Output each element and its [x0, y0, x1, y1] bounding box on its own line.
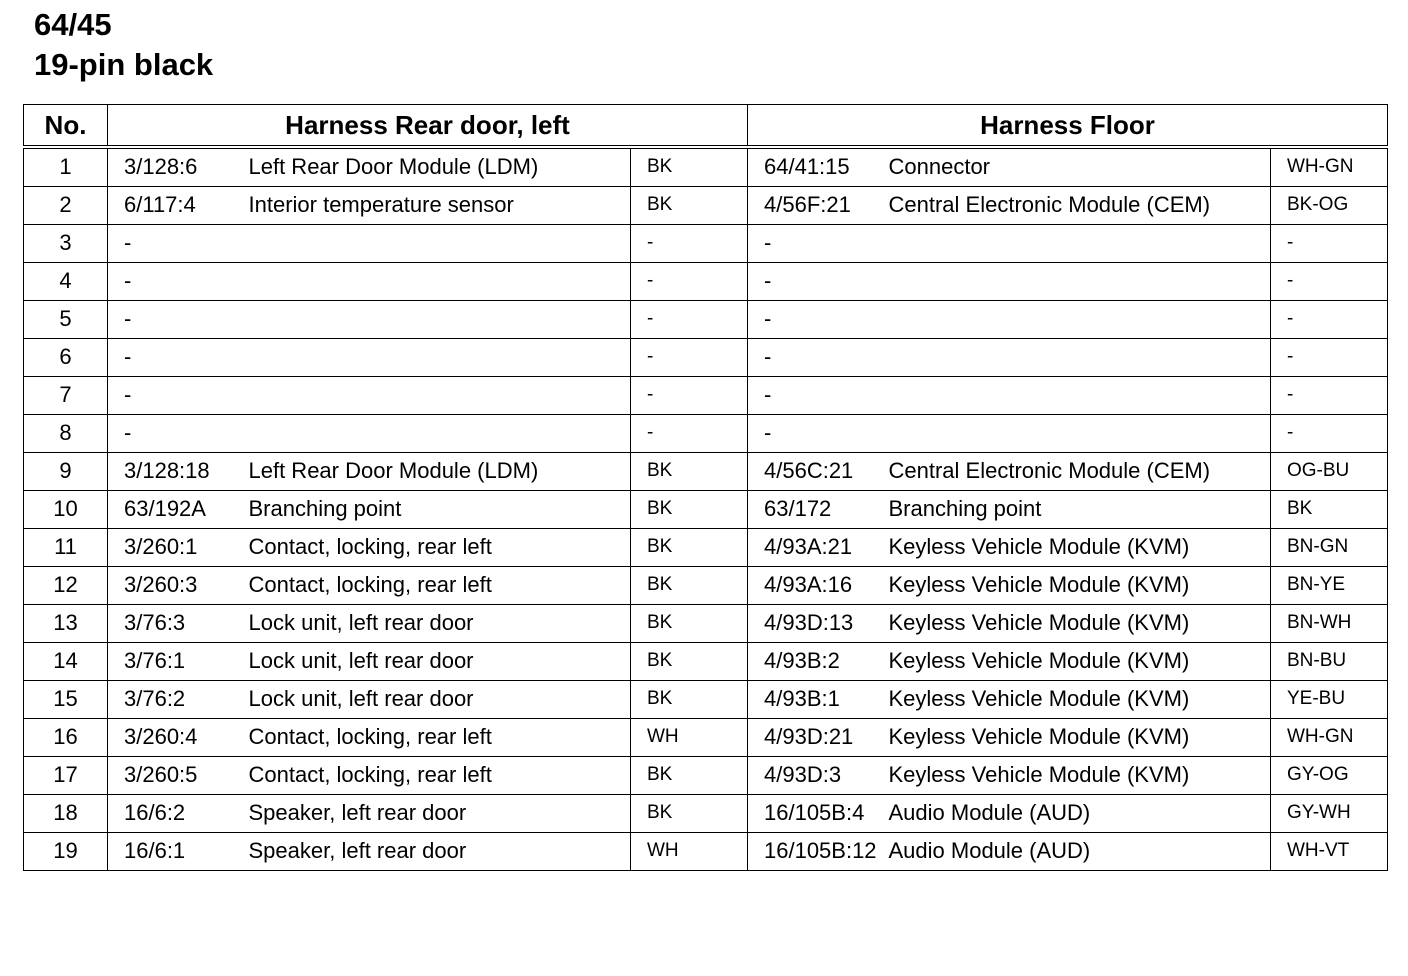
left-connector-code: 3/260:5 [108, 757, 249, 795]
left-component: Left Rear Door Module (LDM) [249, 453, 631, 491]
table-row [24, 795, 1388, 833]
right-connector-code: - [748, 415, 889, 453]
right-component: Keyless Vehicle Module (KVM) [889, 605, 1271, 643]
right-component: Keyless Vehicle Module (KVM) [889, 529, 1271, 567]
left-component [249, 263, 631, 301]
table-row [24, 187, 1388, 225]
right-wire-color: WH-GN [1271, 147, 1388, 187]
table-row [24, 567, 1388, 605]
pin-number: 13 [24, 605, 108, 643]
left-component: Interior temperature sensor [249, 187, 631, 225]
table-row [24, 643, 1388, 681]
right-component [889, 301, 1271, 339]
right-component [889, 225, 1271, 263]
pin-number: 5 [24, 301, 108, 339]
left-wire-color: BK [631, 643, 748, 681]
left-component [249, 225, 631, 263]
left-connector-code: - [108, 301, 249, 339]
right-wire-color: - [1271, 339, 1388, 377]
table-row [24, 415, 1388, 453]
pin-number: 11 [24, 529, 108, 567]
pin-number: 10 [24, 491, 108, 529]
table-row [24, 453, 1388, 491]
right-connector-code: 16/105B:12 [748, 833, 889, 871]
left-wire-color: BK [631, 795, 748, 833]
table-row [24, 529, 1388, 567]
left-connector-code: 3/128:18 [108, 453, 249, 491]
left-connector-code: 3/260:1 [108, 529, 249, 567]
left-connector-code: 3/128:6 [108, 147, 249, 187]
left-wire-color: - [631, 377, 748, 415]
table-row [24, 491, 1388, 529]
right-connector-code: 63/172 [748, 491, 889, 529]
right-component: Central Electronic Module (CEM) [889, 453, 1271, 491]
left-connector-code: - [108, 225, 249, 263]
left-component: Lock unit, left rear door [249, 681, 631, 719]
pin-number: 14 [24, 643, 108, 681]
right-connector-code: 4/56F:21 [748, 187, 889, 225]
right-wire-color: BN-WH [1271, 605, 1388, 643]
left-connector-code: - [108, 377, 249, 415]
right-connector-code: 64/41:15 [748, 147, 889, 187]
left-connector-code: 3/260:4 [108, 719, 249, 757]
left-wire-color: BK [631, 491, 748, 529]
left-component [249, 301, 631, 339]
table-row [24, 377, 1388, 415]
right-component: Keyless Vehicle Module (KVM) [889, 719, 1271, 757]
right-connector-code: 16/105B:4 [748, 795, 889, 833]
pin-number: 6 [24, 339, 108, 377]
right-connector-code: - [748, 301, 889, 339]
left-wire-color: BK [631, 529, 748, 567]
pin-number: 7 [24, 377, 108, 415]
right-component: Keyless Vehicle Module (KVM) [889, 681, 1271, 719]
header-harness-right: Harness Floor [748, 105, 1388, 148]
pin-number: 9 [24, 453, 108, 491]
left-component: Branching point [249, 491, 631, 529]
left-connector-code: - [108, 263, 249, 301]
pin-number: 17 [24, 757, 108, 795]
right-wire-color: BK-OG [1271, 187, 1388, 225]
header-no: No. [24, 105, 108, 148]
right-wire-color: - [1271, 301, 1388, 339]
right-wire-color: BN-BU [1271, 643, 1388, 681]
right-connector-code: - [748, 339, 889, 377]
left-connector-code: 3/76:3 [108, 605, 249, 643]
right-connector-code: - [748, 263, 889, 301]
right-wire-color: WH-GN [1271, 719, 1388, 757]
left-wire-color: BK [631, 567, 748, 605]
right-wire-color: BN-YE [1271, 567, 1388, 605]
table-row [24, 833, 1388, 871]
pin-number: 8 [24, 415, 108, 453]
left-connector-code: - [108, 339, 249, 377]
left-connector-code: 16/6:2 [108, 795, 249, 833]
left-connector-code: - [108, 415, 249, 453]
left-wire-color: WH [631, 833, 748, 871]
right-wire-color: OG-BU [1271, 453, 1388, 491]
table-row [24, 719, 1388, 757]
left-wire-color: BK [631, 757, 748, 795]
left-wire-color: - [631, 339, 748, 377]
left-connector-code: 3/260:3 [108, 567, 249, 605]
left-component: Contact, locking, rear left [249, 567, 631, 605]
left-connector-code: 3/76:2 [108, 681, 249, 719]
right-wire-color: YE-BU [1271, 681, 1388, 719]
left-component: Lock unit, left rear door [249, 643, 631, 681]
left-component: Lock unit, left rear door [249, 605, 631, 643]
left-connector-code: 6/117:4 [108, 187, 249, 225]
pin-number: 12 [24, 567, 108, 605]
pin-number: 18 [24, 795, 108, 833]
left-wire-color: - [631, 263, 748, 301]
right-connector-code: 4/56C:21 [748, 453, 889, 491]
left-component: Left Rear Door Module (LDM) [249, 147, 631, 187]
right-wire-color: WH-VT [1271, 833, 1388, 871]
pin-number: 4 [24, 263, 108, 301]
left-wire-color: BK [631, 605, 748, 643]
right-component: Audio Module (AUD) [889, 833, 1271, 871]
table-row [24, 605, 1388, 643]
right-component: Keyless Vehicle Module (KVM) [889, 567, 1271, 605]
left-component [249, 377, 631, 415]
pin-number: 15 [24, 681, 108, 719]
left-wire-color: WH [631, 719, 748, 757]
right-component: Central Electronic Module (CEM) [889, 187, 1271, 225]
right-component: Keyless Vehicle Module (KVM) [889, 757, 1271, 795]
right-connector-code: 4/93D:13 [748, 605, 889, 643]
left-component: Contact, locking, rear left [249, 529, 631, 567]
left-connector-code: 3/76:1 [108, 643, 249, 681]
header-harness-left: Harness Rear door, left [108, 105, 748, 148]
right-connector-code: 4/93B:2 [748, 643, 889, 681]
left-wire-color: BK [631, 187, 748, 225]
table-row [24, 301, 1388, 339]
right-connector-code: 4/93D:3 [748, 757, 889, 795]
left-component [249, 415, 631, 453]
table-row [24, 263, 1388, 301]
left-component: Contact, locking, rear left [249, 719, 631, 757]
right-wire-color: - [1271, 225, 1388, 263]
left-wire-color: - [631, 301, 748, 339]
left-component: Contact, locking, rear left [249, 757, 631, 795]
right-component: Audio Module (AUD) [889, 795, 1271, 833]
right-wire-color: GY-WH [1271, 795, 1388, 833]
table-header-row [24, 105, 1388, 148]
pin-number: 16 [24, 719, 108, 757]
right-wire-color: - [1271, 263, 1388, 301]
pin-number: 2 [24, 187, 108, 225]
left-connector-code: 63/192A [108, 491, 249, 529]
table-row [24, 339, 1388, 377]
right-connector-code: - [748, 377, 889, 415]
left-component: Speaker, left rear door [249, 795, 631, 833]
left-wire-color: - [631, 415, 748, 453]
right-connector-code: 4/93A:16 [748, 567, 889, 605]
right-component [889, 377, 1271, 415]
right-component [889, 415, 1271, 453]
right-component: Connector [889, 147, 1271, 187]
connector-id: 64/45 [34, 7, 112, 42]
left-component: Speaker, left rear door [249, 833, 631, 871]
pin-number: 3 [24, 225, 108, 263]
table-row [24, 147, 1388, 187]
pin-number: 1 [24, 147, 108, 187]
right-wire-color: - [1271, 415, 1388, 453]
right-wire-color: BK [1271, 491, 1388, 529]
right-wire-color: - [1271, 377, 1388, 415]
right-connector-code: 4/93A:21 [748, 529, 889, 567]
left-wire-color: BK [631, 681, 748, 719]
table-row [24, 681, 1388, 719]
left-wire-color: BK [631, 147, 748, 187]
pin-number: 19 [24, 833, 108, 871]
left-component [249, 339, 631, 377]
left-wire-color: - [631, 225, 748, 263]
right-connector-code: - [748, 225, 889, 263]
right-connector-code: 4/93B:1 [748, 681, 889, 719]
connector-description: 19-pin black [34, 47, 214, 82]
right-connector-code: 4/93D:21 [748, 719, 889, 757]
left-wire-color: BK [631, 453, 748, 491]
right-wire-color: GY-OG [1271, 757, 1388, 795]
table-row [24, 757, 1388, 795]
right-component [889, 339, 1271, 377]
left-connector-code: 16/6:1 [108, 833, 249, 871]
right-component: Keyless Vehicle Module (KVM) [889, 643, 1271, 681]
right-component [889, 263, 1271, 301]
table-row [24, 225, 1388, 263]
right-component: Branching point [889, 491, 1271, 529]
pin-table [23, 104, 1388, 871]
right-wire-color: BN-GN [1271, 529, 1388, 567]
